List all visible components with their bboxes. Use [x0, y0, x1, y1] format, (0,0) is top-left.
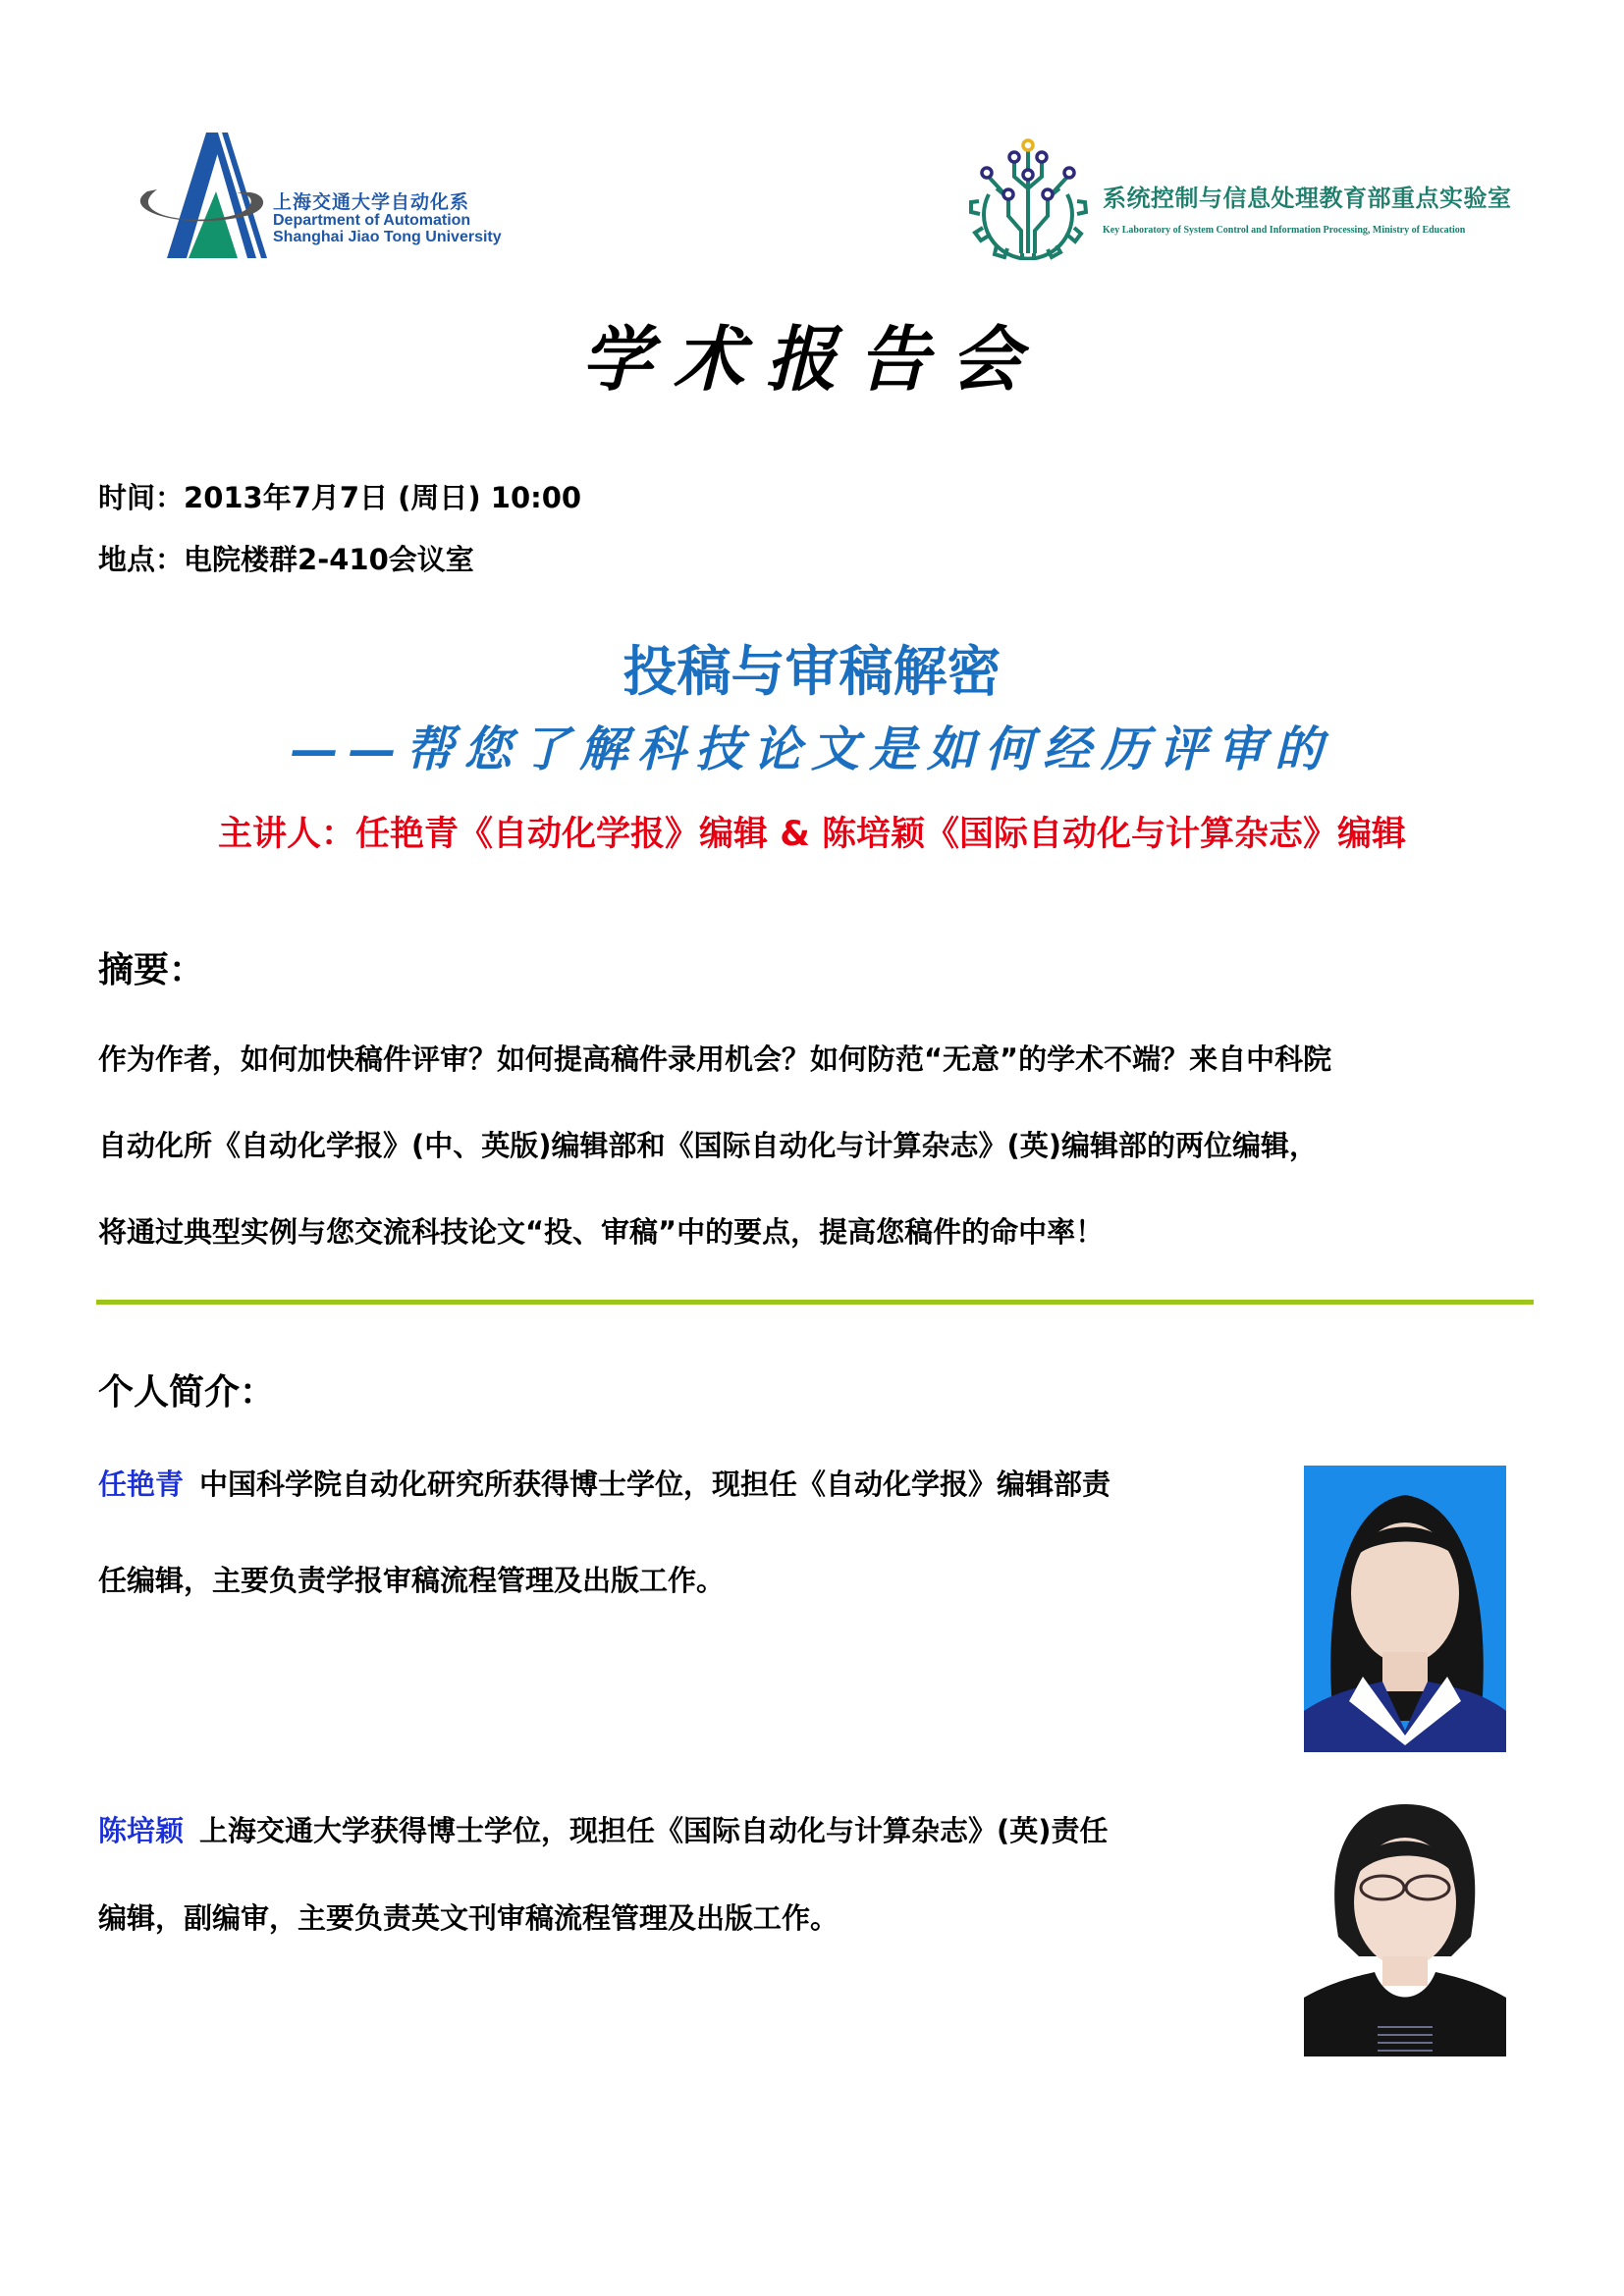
talk-title: 投稿与审稿解密: [623, 640, 1001, 703]
speaker-photo-1: [1304, 1466, 1506, 1752]
time-label: 时间：: [98, 481, 185, 514]
place-value: 电院楼群2-410会议室: [184, 543, 474, 576]
page-title: 学术报告会: [580, 317, 1043, 400]
logo-left-cn: 上海交通大学自动化系: [273, 191, 470, 213]
key-lab-logo: [967, 137, 1517, 265]
bio-line: [98, 1463, 1110, 1503]
portrait-icon: [1304, 1466, 1506, 1752]
time-value: 2013年7月7日 (周日) 10:00: [184, 481, 582, 514]
abstract-line: 将通过典型实例与您交流科技论文“投、审稿”中的要点，提高您稿件的命中率！: [98, 1215, 1105, 1249]
place-label: 地点：: [98, 543, 185, 576]
logo-right-en: Key Laboratory of System Control and Information Processing, Ministry of Education: [1103, 225, 1466, 236]
speaker-photo-2: [1304, 1770, 1506, 2056]
bio-text: 上海交通大学获得博士学位，现担任《国际自动化与计算杂志》(英)责任: [199, 1814, 1109, 1847]
bio-line: 任编辑，主要负责学报审稿流程管理及出版工作。: [98, 1564, 726, 1597]
sjtu-automation-logo: [128, 133, 540, 260]
event-place: [98, 538, 474, 578]
bio-line: 编辑，副编审，主要负责英文刊审稿流程管理及出版工作。: [98, 1901, 839, 1935]
talk-subtitle: ——帮您了解科技论文是如何经历评审的: [290, 721, 1333, 777]
logo-left-en1: Department of Automation: [273, 211, 471, 229]
logo-right-cn: 系统控制与信息处理教育部重点实验室: [1103, 185, 1512, 212]
gear-circuit-icon: [967, 137, 1090, 260]
section-divider: [96, 1300, 1534, 1305]
event-time: [98, 476, 581, 516]
abstract-line: 作为作者，如何加快稿件评审？如何提高稿件录用机会？如何防范“无意”的学术不端？来自中科院: [98, 1042, 1332, 1076]
logo-left-en2: Shanghai Jiao Tong University: [273, 228, 502, 245]
bios-heading: 个人简介：: [98, 1372, 276, 1413]
bio-line: [98, 1809, 1109, 1849]
sjtu-a-emblem-icon: [128, 133, 275, 260]
bio-name: 陈培颖: [98, 1814, 185, 1847]
bio-name: 任艳青: [98, 1468, 185, 1501]
portrait-icon: [1304, 1770, 1506, 2056]
speakers-line: 主讲人：任艳青《自动化学报》编辑 & 陈培颖《国际自动化与计算杂志》编辑: [218, 815, 1406, 854]
bio-text: 中国科学院自动化研究所获得博士学位，现担任《自动化学报》编辑部责: [199, 1468, 1111, 1501]
abstract-line: 自动化所《自动化学报》(中、英版)编辑部和《国际自动化与计算杂志》(英)编辑部的两位编辑，: [98, 1129, 1319, 1162]
abstract-heading: 摘要：: [98, 950, 205, 990]
